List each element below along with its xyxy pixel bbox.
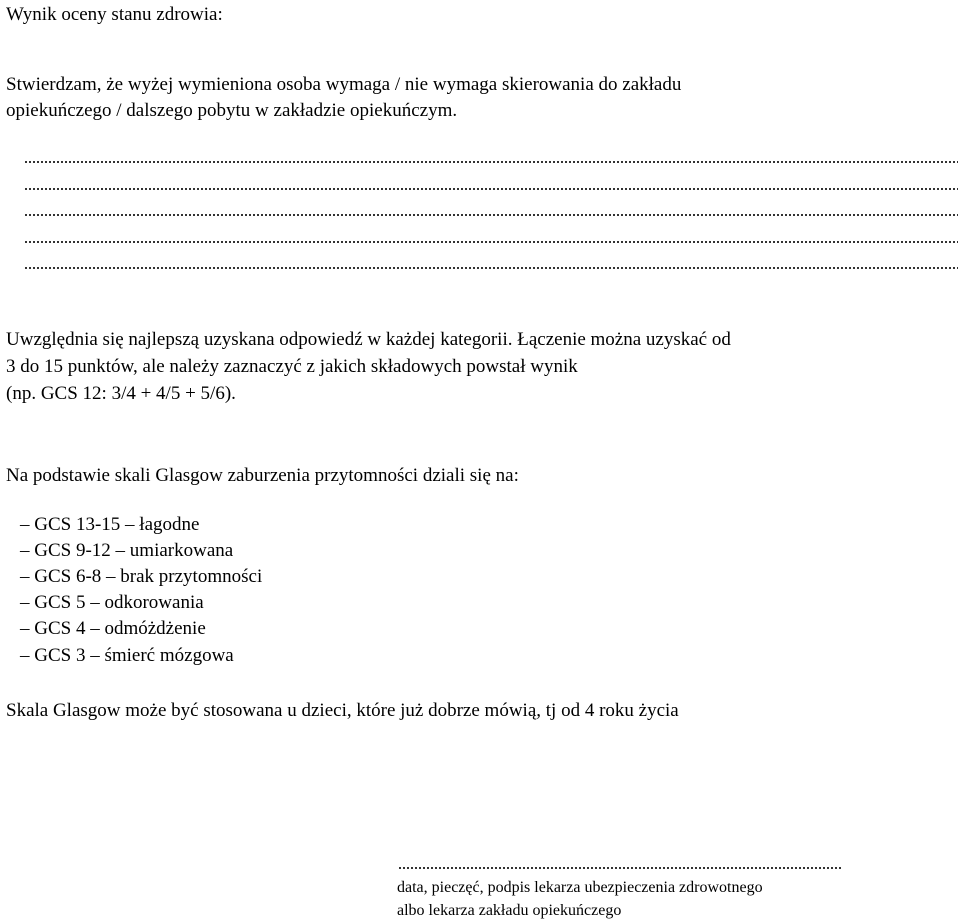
statement-line-2: opiekuńczego / dalszego pobytu w zakładzie opiekuńczym. xyxy=(6,100,458,121)
note-line-1: Uwzględnia się najlepszą uzyskana odpowiedź w każdej kategorii. Łączenie można uzyskać od xyxy=(6,329,731,350)
list-item: – GCS 6-8 – brak przytomności xyxy=(20,566,263,587)
statement-line-1: Stwierdzam, że wyżej wymieniona osoba wymaga / nie wymaga skierowania do zakładu xyxy=(6,74,682,95)
list-item: – GCS 4 – odmóżdżenie xyxy=(20,618,206,639)
list-item: – GCS 9-12 – umiarkowana xyxy=(20,540,234,561)
signature-dotted-line xyxy=(398,866,842,870)
dotted-line xyxy=(24,160,958,164)
dotted-line xyxy=(24,240,958,244)
list-item: – GCS 13-15 – łagodne xyxy=(20,514,200,535)
section-heading: Wynik oceny stanu zdrowia: xyxy=(6,4,223,25)
dotted-line xyxy=(24,266,958,270)
note-line-3: (np. GCS 12: 3/4 + 4/5 + 5/6). xyxy=(6,383,236,404)
list-item: – GCS 5 – odkorowania xyxy=(20,592,204,613)
signature-caption-line-2: albo lekarza zakładu opiekuńczego xyxy=(397,902,622,919)
signature-caption-line-1: data, pieczęć, podpis lekarza ubezpieczenia zdrowotnego xyxy=(397,879,763,896)
list-item: – GCS 3 – śmierć mózgowa xyxy=(20,645,234,666)
glasgow-intro: Na podstawie skali Glasgow zaburzenia przytomności dziali się na: xyxy=(6,465,519,486)
dotted-line xyxy=(24,213,958,217)
children-note: Skala Glasgow może być stosowana u dzieci, które już dobrze mówią, tj od 4 roku życia xyxy=(6,700,679,721)
dotted-line xyxy=(24,187,958,191)
note-line-2: 3 do 15 punktów, ale należy zaznaczyć z jakich składowych powstał wynik xyxy=(6,356,578,377)
